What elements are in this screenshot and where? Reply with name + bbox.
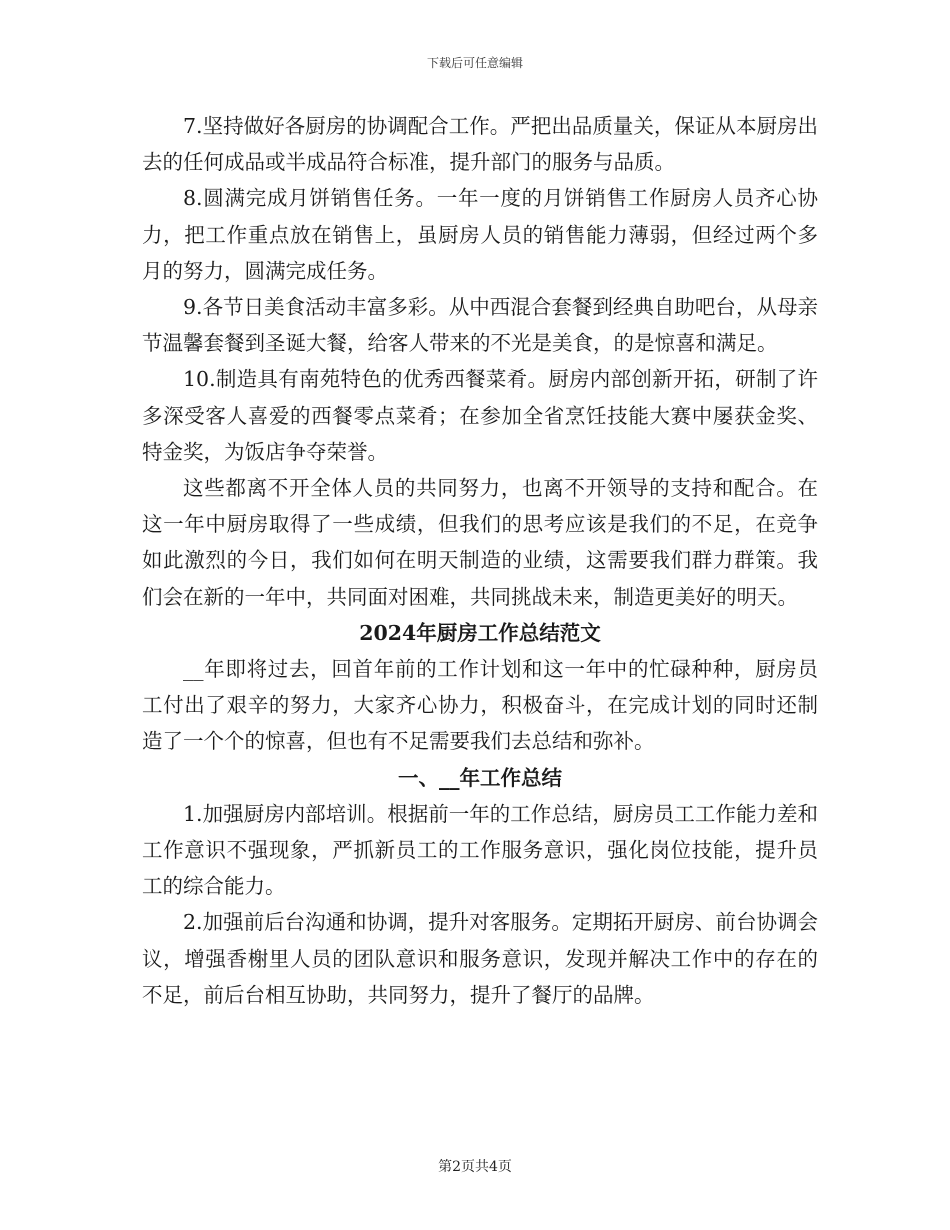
paragraph-item-10: 10.制造具有南苑特色的优秀西餐菜肴。厨房内部创新开拓，研制了许多深受客人喜爱的西餐零点菜肴；在参加全省烹饪技能大赛中屡获金奖、特金奖，为饭店争夺荣誉。 [142, 367, 818, 464]
document-body [142, 108, 818, 1013]
page-number: 第2页共4页 [438, 1159, 512, 1175]
subsection-title: 一、__年工作总结 [398, 765, 562, 790]
section-intro: __年即将过去，回首年前的工作计划和这一年中的忙碌种种，厨房员工付出了艰辛的努力，大家齐心协力，积极奋斗，在完成计划的同时还制造了一个个的惊喜，但也有不足需要我们去总结和弥补。 [142, 657, 818, 754]
paragraph-item-9: 9.各节日美食活动丰富多彩。从中西混合套餐到经典自助吧台，从母亲节温馨套餐到圣诞大餐，给客人带来的不光是美食，的是惊喜和满足。 [142, 295, 818, 356]
page-header-note: 下载后可任意编辑 [426, 56, 523, 70]
list-item-2: 2.加强前后台沟通和协调，提升对客服务。定期拓开厨房、前台协调会议，增强香榭里人员的团队意识和服务意识，发现并解决工作中的存在的不足，前后台相互协助，共同努力，提升了餐厅的品牌。 [142, 910, 818, 1007]
paragraph-item-7: 7.坚持做好各厨房的协调配合工作。严把出品质量关，保证从本厨房出去的任何成品或半成品符合标准，提升部门的服务与品质。 [142, 114, 818, 175]
list-item-1: 1.加强厨房内部培训。根据前一年的工作总结，厨房员工工作能力差和工作意识不强现象，严抓新员工的工作服务意识，强化岗位技能，提升员工的综合能力。 [142, 801, 818, 899]
paragraph-conclusion: 这些都离不开全体人员的共同努力，也离不开领导的支持和配合。在这一年中厨房取得了一些成绩，但我们的思考应该是我们的不足，在竞争如此激烈的今日，我们如何在明天制造的业绩，这需要我们群力群策。我们会在新的一年中，共同面对困难，共同挑战未来，制造更美好的明天。 [142, 476, 818, 609]
paragraph-item-8: 8.圆满完成月饼销售任务。一年一度的月饼销售工作厨房人员齐心协力，把工作重点放在销售上，虽厨房人员的销售能力薄弱，但经过两个多月的努力，圆满完成任务。 [142, 186, 818, 283]
section-title: 2024年厨房工作总结范文 [359, 620, 601, 645]
